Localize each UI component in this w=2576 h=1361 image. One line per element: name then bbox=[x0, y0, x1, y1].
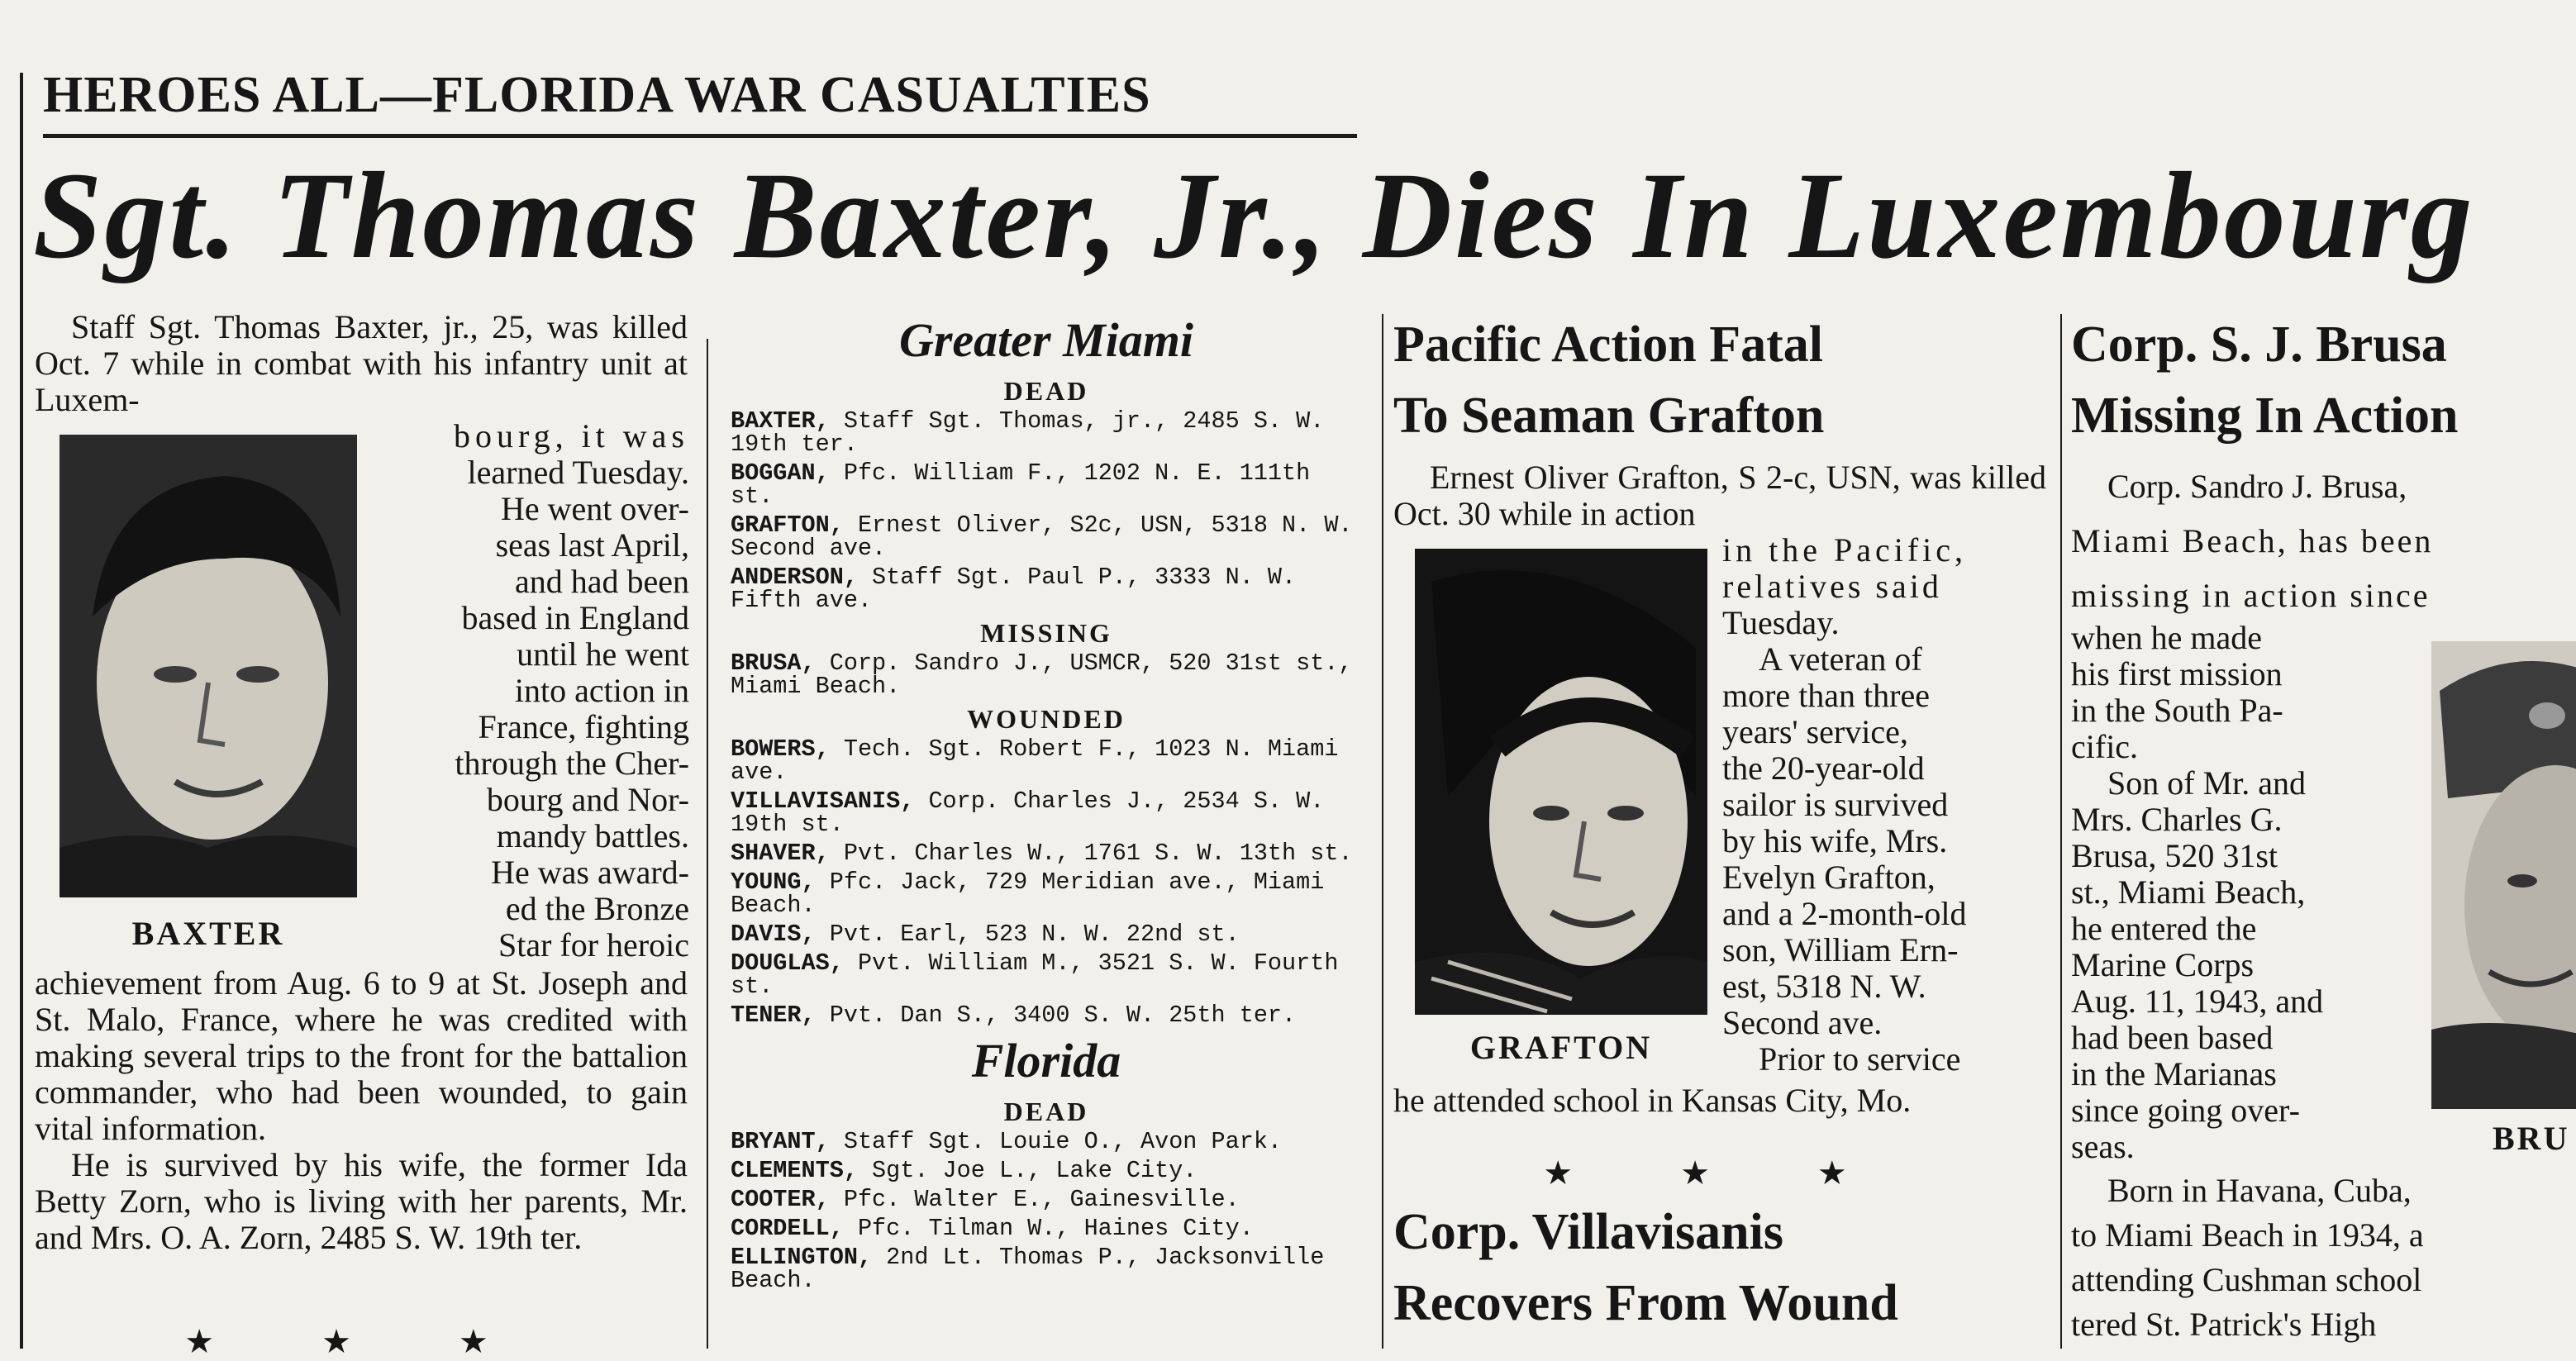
page-left-border bbox=[20, 73, 23, 1349]
entry-name: ANDERSON, bbox=[731, 564, 858, 591]
entry-name: DOUGLAS, bbox=[731, 949, 844, 977]
grafton-wrap-line: the 20-year-old bbox=[1722, 750, 1925, 787]
baxter-lead-paragraph: Staff Sgt. Thomas Baxter, jr., 25, was killed Oct. 7 while in combat with his infantry unit at Luxem- bbox=[35, 308, 688, 418]
list-entry bbox=[731, 923, 1362, 946]
brusa-wrap-line: Son of Mr. and bbox=[2107, 764, 2306, 802]
grafton-wrap-line: sailor is survived bbox=[1722, 786, 1949, 823]
baxter-wrap-line: until he went bbox=[517, 635, 689, 673]
entry-detail: Pfc. Walter E., Gainesville. bbox=[843, 1186, 1240, 1213]
baxter-lead-text bbox=[35, 309, 688, 418]
brusa-wrap-line: he entered the bbox=[2071, 910, 2257, 947]
entry-detail: Staff Sgt. Paul P., 3333 N. W. Fifth ave. bbox=[731, 564, 1297, 614]
entry-detail: Pfc. Tilman W., Haines City. bbox=[857, 1215, 1254, 1242]
grafton-lead-text bbox=[1393, 459, 2046, 532]
brusa-wrap-line: had been based bbox=[2071, 1019, 2274, 1056]
baxter-wrap-line: through the Cher- bbox=[455, 745, 689, 782]
kicker-underline bbox=[43, 134, 1357, 138]
grafton-wrap-line: more than three bbox=[1722, 677, 1930, 714]
brusa-wrap-line: seas. bbox=[2071, 1128, 2135, 1165]
brusa-wrap-line: Brusa, 520 31st bbox=[2071, 837, 2278, 874]
list-entry bbox=[731, 514, 1362, 560]
entry-detail: Staff Sgt. Louie O., Avon Park. bbox=[843, 1128, 1283, 1155]
list-category-florida-dead: DEAD bbox=[1003, 1097, 1089, 1126]
baxter-photo-caption: BAXTER bbox=[131, 915, 285, 952]
entry-name: GRAFTON, bbox=[731, 512, 844, 539]
brusa-lead-lines bbox=[2071, 459, 2576, 623]
grafton-wrap-line: Tuesday. bbox=[1722, 604, 1840, 641]
entry-detail: Staff Sgt. Thomas, jr., 2485 S. W. 19th ter. bbox=[731, 407, 1325, 458]
entry-detail: Pfc. Jack, 729 Meridian ave., Miami Beach. bbox=[731, 868, 1325, 919]
entry-name: SHAVER, bbox=[731, 840, 830, 867]
column-rule-1 bbox=[707, 339, 708, 1349]
entry-detail: Pvt. Dan S., 3400 S. W. 25th ter. bbox=[829, 1002, 1297, 1029]
grafton-wrap-line: in the Pacific, bbox=[1722, 531, 1968, 569]
grafton-end-stars: ★ ★ ★ bbox=[1543, 1154, 1897, 1192]
entry-detail: Sgt. Joe L., Lake City. bbox=[872, 1157, 1198, 1184]
grafton-wrap-column bbox=[1722, 532, 2045, 1078]
brusa-lead-line: Corp. Sandro J. Brusa, bbox=[2107, 468, 2407, 505]
grafton-photo-caption: GRAFTON bbox=[1469, 1029, 1653, 1066]
grafton-wrap-line: relatives said bbox=[1722, 568, 1942, 605]
grafton-wrap-line: Second ave. bbox=[1722, 1004, 1883, 1041]
entry-detail: Corp. Sandro J., USMCR, 520 31st st., Miami Beach. bbox=[731, 650, 1353, 700]
baxter-wrap-line: learned Tuesday. bbox=[467, 454, 689, 491]
entry-name: DAVIS, bbox=[731, 921, 816, 948]
entry-name: VILLAVISANIS, bbox=[731, 788, 915, 815]
entry-name: BRYANT, bbox=[731, 1128, 830, 1155]
baxter-wrap-line: bourg and Nor- bbox=[486, 781, 689, 818]
baxter-portrait-image bbox=[60, 435, 357, 897]
list-entry bbox=[731, 1188, 1362, 1211]
list-entry bbox=[731, 842, 1362, 865]
brusa-lead-line: Miami Beach, has been bbox=[2071, 522, 2434, 559]
list-entry bbox=[731, 868, 1362, 919]
entry-name: YOUNG, bbox=[731, 868, 816, 896]
baxter-wrap-line: and had been bbox=[514, 563, 689, 600]
brusa-wrap-line: his first mission bbox=[2071, 655, 2283, 692]
brusa-headline-line: Missing In Action bbox=[2071, 388, 2459, 444]
list-entry bbox=[731, 652, 1362, 698]
entry-name: ELLINGTON, bbox=[731, 1244, 873, 1271]
brusa-wrap-line: in the Marianas bbox=[2071, 1055, 2277, 1092]
brusa-headline-line: Corp. S. J. Brusa bbox=[2071, 316, 2447, 373]
brusa-lead-line: missing in action since bbox=[2071, 577, 2431, 614]
brusa-bottom-line: to Miami Beach in 1934, a bbox=[2071, 1216, 2424, 1254]
brusa-wrap-line: Aug. 11, 1943, and bbox=[2071, 983, 2324, 1020]
baxter-wrap-line: seas last April, bbox=[495, 526, 689, 564]
entry-name: BAXTER, bbox=[731, 407, 830, 435]
column-rule-3 bbox=[2060, 314, 2062, 1349]
entry-name: COOTER, bbox=[731, 1186, 830, 1213]
grafton-wrap-line: Evelyn Grafton, bbox=[1722, 859, 1936, 896]
villavisanis-headline-line: Corp. Villavisanis bbox=[1393, 1204, 1783, 1260]
grafton-headline bbox=[1393, 309, 1824, 451]
section-kicker: HEROES ALL—FLORIDA WAR CASUALTIES bbox=[43, 67, 1151, 123]
brusa-wrap-line: in the South Pa- bbox=[2071, 692, 2283, 729]
brusa-bottom-line: tered St. Patrick's High bbox=[2071, 1306, 2377, 1343]
column-rule-2 bbox=[1382, 314, 1383, 1349]
list-category-missing: MISSING bbox=[980, 618, 1112, 648]
baxter-bottom-text bbox=[35, 965, 688, 1256]
entry-name: BRUSA, bbox=[731, 650, 816, 677]
baxter-wrap-line: Star for heroic bbox=[498, 926, 689, 964]
grafton-wrap-line: son, William Ern- bbox=[1722, 931, 1959, 968]
list-entry bbox=[731, 735, 1362, 786]
casualty-list bbox=[731, 307, 1362, 1298]
grafton-wrap-line: Prior to service bbox=[1759, 1040, 1961, 1078]
baxter-end-stars: ★ ★ ★ bbox=[184, 1323, 538, 1360]
grafton-headline-line: Pacific Action Fatal bbox=[1393, 316, 1823, 373]
brusa-wrap-line: when he made bbox=[2071, 619, 2263, 656]
baxter-wrap-line: ed the Bronze bbox=[505, 890, 689, 927]
grafton-wrap-line: est, 5318 N. W. bbox=[1722, 968, 1926, 1005]
list-entry bbox=[731, 1217, 1362, 1240]
grafton-paragraph: he attended school in Kansas City, Mo. bbox=[1393, 1082, 1912, 1119]
villavisanis-headline bbox=[1393, 1197, 1898, 1339]
baxter-wrap-line: based in England bbox=[461, 599, 689, 636]
list-entry bbox=[731, 566, 1362, 612]
grafton-lead-paragraph: Ernest Oliver Grafton, S 2-c, USN, was killed Oct. 30 while in action bbox=[1393, 459, 2046, 532]
baxter-paragraph: achievement from Aug. 6 to 9 at St. Joseph and St. Malo, France, where he was credited with making several trips to the front for the battalion commander, who had been wounded, to gain vital information. bbox=[35, 964, 688, 1147]
baxter-photo bbox=[60, 435, 357, 897]
list-entry bbox=[731, 1004, 1362, 1027]
list-entry bbox=[731, 1246, 1362, 1292]
entry-name: BOGGAN, bbox=[731, 459, 830, 487]
baxter-wrap-line: bourg, it was bbox=[453, 417, 689, 454]
brusa-wrap-line: st., Miami Beach, bbox=[2071, 873, 2306, 911]
entry-detail: Pvt. William M., 3521 S. W. Fourth st. bbox=[731, 949, 1339, 1000]
baxter-wrap-line: He went over- bbox=[501, 490, 689, 527]
brusa-headline bbox=[2071, 309, 2576, 451]
entry-detail: Ernest Oliver, S2c, USN, 5318 N. W. Second ave. bbox=[731, 512, 1353, 562]
brusa-photo bbox=[2431, 641, 2576, 1109]
baxter-wrap-line: He was award- bbox=[491, 854, 689, 891]
baxter-paragraph: He is survived by his wife, the former Ida Betty Zorn, who is living with her parents, Mr. and Mrs. O. A. Zorn, 2485 S. W. 19th ter. bbox=[35, 1146, 688, 1256]
list-entry bbox=[731, 459, 1362, 510]
list-entry bbox=[731, 1130, 1362, 1154]
entry-name: TENER, bbox=[731, 1002, 816, 1029]
brusa-wrap-line: Marine Corps bbox=[2071, 946, 2255, 983]
grafton-bottom-text bbox=[1393, 1083, 2046, 1119]
entry-detail: Corp. Charles J., 2534 S. W. 19th st. bbox=[731, 788, 1325, 838]
brusa-column bbox=[2071, 309, 2576, 1349]
entry-detail: Pvt. Earl, 523 N. W. 22nd st. bbox=[829, 921, 1240, 948]
list-entry bbox=[731, 407, 1362, 458]
grafton-wrap-line: and a 2-month-old bbox=[1722, 895, 1967, 932]
baxter-wrap-line: mandy battles. bbox=[496, 817, 689, 854]
brusa-wrap-line: cific. bbox=[2071, 728, 2139, 765]
list-section-greater-miami: Greater Miami bbox=[898, 313, 1194, 367]
brusa-portrait-image bbox=[2431, 641, 2576, 1109]
entry-detail: 2nd Lt. Thomas P., Jacksonville Beach. bbox=[731, 1244, 1325, 1294]
list-category-wounded: WOUNDED bbox=[967, 704, 1126, 734]
grafton-photo bbox=[1415, 549, 1707, 1015]
entry-detail: Pfc. William F., 1202 N. E. 111th st. bbox=[731, 459, 1311, 510]
grafton-wrap-line: A veteran of bbox=[1759, 640, 1922, 678]
entry-name: BOWERS, bbox=[731, 735, 830, 763]
list-category-dead: DEAD bbox=[1003, 376, 1089, 406]
grafton-portrait-image bbox=[1415, 549, 1707, 1015]
list-entry bbox=[731, 790, 1362, 836]
villavisanis-headline-line: Recovers From Wound bbox=[1393, 1275, 1898, 1331]
baxter-wrap-line: into action in bbox=[514, 672, 689, 709]
list-entry bbox=[731, 949, 1362, 1000]
main-headline: Sgt. Thomas Baxter, Jr., Dies In Luxembourg bbox=[33, 147, 2475, 284]
brusa-bottom-lines bbox=[2071, 1168, 2576, 1347]
grafton-headline-line: To Seaman Grafton bbox=[1393, 388, 1825, 444]
entry-detail: Pvt. Charles W., 1761 S. W. 13th st. bbox=[843, 840, 1353, 867]
grafton-wrap-line: years' service, bbox=[1722, 713, 1908, 750]
entry-detail: Tech. Sgt. Robert F., 1023 N. Miami ave. bbox=[731, 735, 1339, 786]
brusa-wrap-column bbox=[2071, 620, 2402, 1165]
grafton-wrap-line: by his wife, Mrs. bbox=[1722, 822, 1948, 859]
brusa-photo-caption: BRU bbox=[2493, 1120, 2570, 1157]
brusa-wrap-line: Mrs. Charles G. bbox=[2071, 801, 2283, 838]
brusa-bottom-line: attending Cushman school bbox=[2071, 1261, 2422, 1298]
brusa-bottom-line: Born in Havana, Cuba, bbox=[2107, 1172, 2412, 1209]
entry-name: CLEMENTS, bbox=[731, 1157, 858, 1184]
baxter-wrap-line: France, fighting bbox=[478, 708, 689, 745]
baxter-wrap-column bbox=[367, 418, 689, 964]
brusa-wrap-line: since going over- bbox=[2071, 1092, 2300, 1129]
list-section-florida: Florida bbox=[971, 1034, 1121, 1087]
list-entry bbox=[731, 1159, 1362, 1183]
entry-name: CORDELL, bbox=[731, 1215, 844, 1242]
